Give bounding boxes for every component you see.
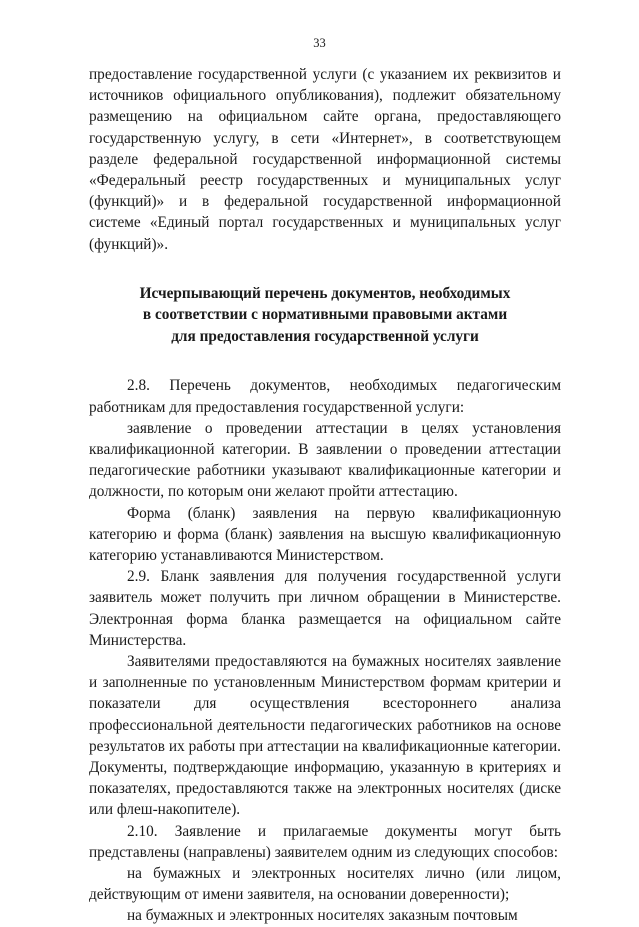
paragraph-form: Форма (бланк) заявления на первую квалификационную категорию и форма (бланк) заявления на высшую квалификационную категорию устанавливаются Министерством. <box>89 504 561 564</box>
section-heading <box>89 283 561 348</box>
page-number: 33 <box>313 36 326 50</box>
paragraph-application: заявление о проведении аттестации в целях установления квалификационной категории. В заявлении о проведении аттестации педагогические работники указывают квалификационные категории и должности, по которым они желают пройти аттестацию. <box>89 419 561 501</box>
heading-line: Исчерпывающий перечень документов, необходимых <box>139 284 511 302</box>
paragraph-2-8: 2.8. Перечень документов, необходимых педагогическим работникам для предоставления государственной услуги: <box>89 377 561 416</box>
heading-line: в соответствии с нормативными правовыми актами <box>142 306 508 324</box>
paragraph-in-person: на бумажных и электронных носителях лично (или лицом, действующим от имени заявителя, на основании доверенности); <box>89 865 561 904</box>
paragraph-2-9: 2.9. Бланк заявления для получения государственной услуги заявитель может получить при личном обращении в Министерстве. Электронная форма бланка размещается на официальном сайте Министерства. <box>89 568 561 649</box>
paragraph-by-mail: на бумажных и электронных носителях заказным почтовым <box>127 907 518 925</box>
paragraph-applicants: Заявителями предоставляются на бумажных носителях заявление и заполненные по установленным Министерством формам критерии и показатели для осуществления всестороннего анализа профессиональной деятельности педагогических работников на основе результатов их работы при аттестации на квалификационные категории. Документы, подтверждающие информацию, указанную в критериях и показателях, предоставляются также на электронных носителях (диске или флеш-накопителе). <box>89 652 561 819</box>
paragraph-continuation: предоставление государственной услуги (с указанием их реквизитов и источников официального опубликования), подлежит обязательному размещению на официальном сайте органа, предоставляющего государственную услугу, в сети «Интернет», в соответствующем разделе федеральной государственной информационной системы «Федеральный реестр государственных и муниципальных услуг (функций)» и в федеральной государственной информационной системе «Единый портал государственных и муниципальных услуг (функций)». <box>89 66 561 253</box>
heading-line: для предоставления государственной услуги <box>171 327 479 345</box>
document-body <box>89 64 561 927</box>
paragraph-2-10: 2.10. Заявление и прилагаемые документы могут быть представлены (направлены) заявителем одним из следующих способов: <box>89 822 561 861</box>
